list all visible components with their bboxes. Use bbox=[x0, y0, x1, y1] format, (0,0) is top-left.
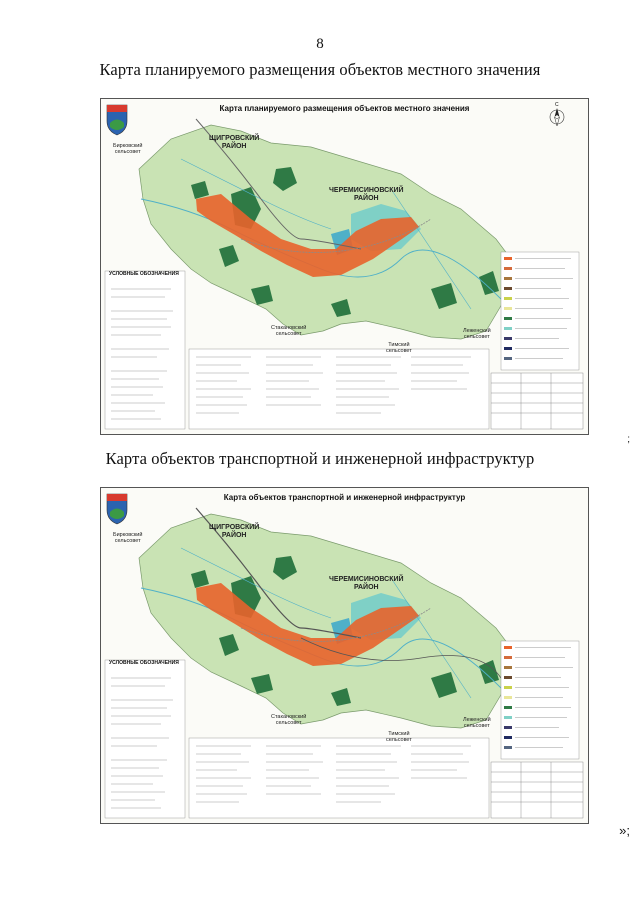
svg-text:С: С bbox=[555, 102, 559, 108]
label-council-1: Бирковский сельсовет bbox=[113, 532, 143, 544]
title-block bbox=[491, 762, 583, 818]
map-transport-infrastructure bbox=[100, 487, 589, 824]
label-council-4: Леженский сельсовет bbox=[463, 717, 491, 729]
label-council-2: Стакановский сельсовет bbox=[271, 714, 307, 726]
label-council-1: Бирковский сельсовет bbox=[113, 143, 143, 155]
label-council-3: Тимский сельсовет bbox=[386, 342, 412, 354]
title-block bbox=[491, 373, 583, 429]
page-number: 8 bbox=[316, 36, 324, 52]
map-1-title: Карта планируемого размещения объектов местного значения bbox=[219, 104, 470, 113]
note-2: »; bbox=[619, 823, 630, 838]
map-1-legend-title: УСЛОВНЫЕ ОБОЗНАЧЕНИЯ bbox=[109, 271, 179, 277]
label-council-2: Стакановский сельсовет bbox=[271, 325, 307, 337]
map-2-legend-title: УСЛОВНЫЕ ОБОЗНАЧЕНИЯ bbox=[109, 660, 179, 666]
map-1-graphic bbox=[101, 99, 588, 434]
note-1: ; bbox=[627, 434, 630, 445]
legend-right bbox=[501, 641, 579, 759]
label-district-2: ЧЕРЕМИСИНОВСКИЙ РАЙОН bbox=[329, 187, 404, 202]
label-council-4: Леженский сельсовет bbox=[463, 328, 491, 340]
label-council-3: Тимский сельсовет bbox=[386, 731, 412, 743]
label-district-2: ЧЕРЕМИСИНОВСКИЙ РАЙОН bbox=[329, 576, 404, 591]
map-2-title: Карта объектов транспортной и инженерной инфраструктур bbox=[223, 493, 466, 502]
legend-right bbox=[501, 252, 579, 370]
caption-map-2: Карта объектов транспортной и инженерной инфраструктур bbox=[105, 449, 535, 468]
map-local-objects bbox=[100, 98, 589, 435]
label-district-1: ЩИГРОВСКИЙ РАЙОН bbox=[209, 524, 260, 539]
label-district-1: ЩИГРОВСКИЙ РАЙОН bbox=[209, 135, 260, 150]
caption-map-1: Карта планируемого размещения объектов местного значения bbox=[99, 60, 541, 79]
map-2-graphic bbox=[101, 488, 588, 823]
